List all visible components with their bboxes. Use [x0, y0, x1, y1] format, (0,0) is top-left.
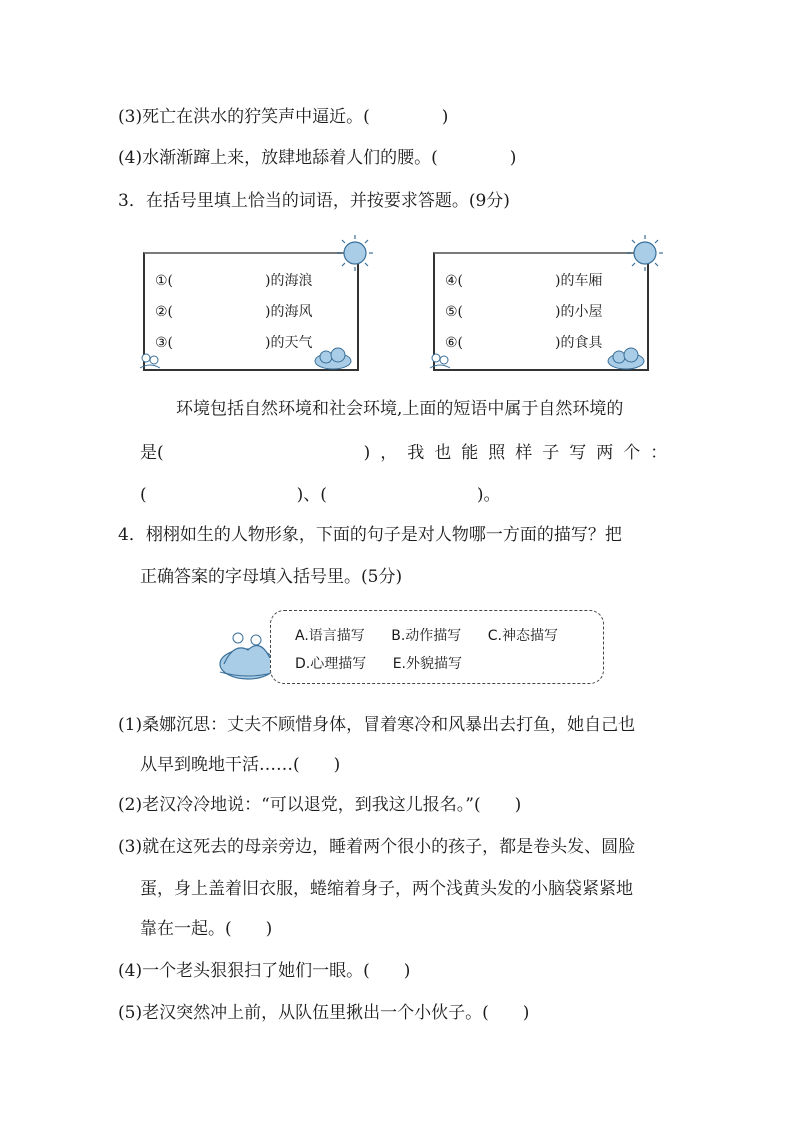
- options-row-2: [295, 653, 484, 673]
- q2-item-3-text: (3)死亡在洪水的狞笑声中逼近。(: [118, 107, 370, 127]
- phrase-number: ⑥(: [445, 335, 464, 351]
- q4-item-3-line1: (3)就在这死去的母亲旁边，睡着两个很小的孩子，都是卷头发、圆脸: [118, 837, 636, 857]
- q4-title-line1: 4．栩栩如生的人物形象，下面的句子是对人物哪一方面的描写？把: [118, 525, 622, 545]
- q3-para-line3: [140, 484, 501, 506]
- q3-para-text: )，我也能照样子写两个：: [363, 443, 678, 463]
- phrase-list-left: [155, 266, 312, 359]
- q3-para-text: )。: [476, 485, 501, 505]
- q2-item-4-text: (4)水渐渐蹿上来，放肆地舔着人们的腰。(: [118, 148, 438, 168]
- q4-title-line2: 正确答案的字母填入括号里。(5分): [140, 567, 403, 587]
- phrase-suffix: )的车厢: [555, 273, 603, 289]
- q3-para-line1: 环境包括自然环境和社会环境,上面的短语中属于自然环境的: [176, 399, 624, 419]
- phrase-suffix: )的海风: [265, 304, 313, 320]
- cloud-icon: [312, 345, 354, 371]
- phrase-row-6: [445, 328, 602, 359]
- q4-item-1-line2: 从早到晚地干活……( ): [140, 755, 341, 775]
- phrase-suffix: )的食具: [555, 335, 603, 351]
- phrase-number: ⑤(: [445, 304, 464, 320]
- phrase-row-4: [445, 266, 602, 297]
- phrase-suffix: )的天气: [265, 335, 313, 351]
- phrase-list-right: [445, 266, 602, 359]
- flower-icon: [138, 350, 162, 370]
- option-a: A.语言描写: [295, 628, 365, 644]
- q3-para-text: 是(: [140, 443, 164, 463]
- q4-item-5: (5)老汉突然冲上前，从队伍里揪出一个小伙子。( ): [118, 1003, 530, 1023]
- phrase-row-2: [155, 297, 312, 328]
- sun-icon: [625, 233, 665, 273]
- q2-item-4-close: ): [509, 148, 517, 168]
- option-d: D.心理描写: [295, 656, 367, 672]
- phrase-number: ②(: [155, 304, 174, 320]
- phrase-suffix: )的海浪: [265, 273, 313, 289]
- phrase-row-1: [155, 266, 312, 297]
- phrase-number: ③(: [155, 335, 174, 351]
- q2-item-4: [118, 147, 516, 169]
- q3-para-line2: [140, 442, 677, 464]
- options-row-1: [295, 625, 580, 645]
- options-box: [270, 610, 604, 684]
- q4-item-4: (4)一个老头狠狠扫了她们一眼。( ): [118, 961, 411, 981]
- q3-para-text: (: [140, 485, 147, 505]
- option-e: E.外貌描写: [392, 656, 462, 672]
- phrase-number: ①(: [155, 273, 174, 289]
- q4-item-2: (2)老汉冷冷地说：“可以退党，到我这儿报名。”( ): [118, 795, 522, 815]
- q4-item-1-line1: (1)桑娜沉思：丈夫不顾惜身体，冒着寒冷和风暴出去打鱼，她自己也: [118, 715, 636, 735]
- cloud-icon: [605, 345, 647, 371]
- option-b: B.动作描写: [391, 628, 462, 644]
- q3-para-text: )、(: [296, 485, 327, 505]
- phrase-number: ④(: [445, 273, 464, 289]
- phrase-suffix: )的小屋: [555, 304, 603, 320]
- q2-item-3-close: ): [441, 107, 449, 127]
- phrase-row-3: [155, 328, 312, 359]
- phrase-row-5: [445, 297, 602, 328]
- q4-item-3-line3: 靠在一起。( ): [140, 919, 273, 939]
- option-c: C.神态描写: [487, 628, 558, 644]
- q2-item-3: [118, 106, 448, 128]
- flower-icon: [428, 350, 452, 370]
- q3-title: 3．在括号里填上恰当的词语，并按要求答题。(9分): [118, 191, 510, 211]
- sun-icon: [335, 233, 375, 273]
- q4-item-3-line2: 蛋，身上盖着旧衣服，蜷缩着身子，两个浅黄头发的小脑袋紧紧地: [140, 879, 633, 899]
